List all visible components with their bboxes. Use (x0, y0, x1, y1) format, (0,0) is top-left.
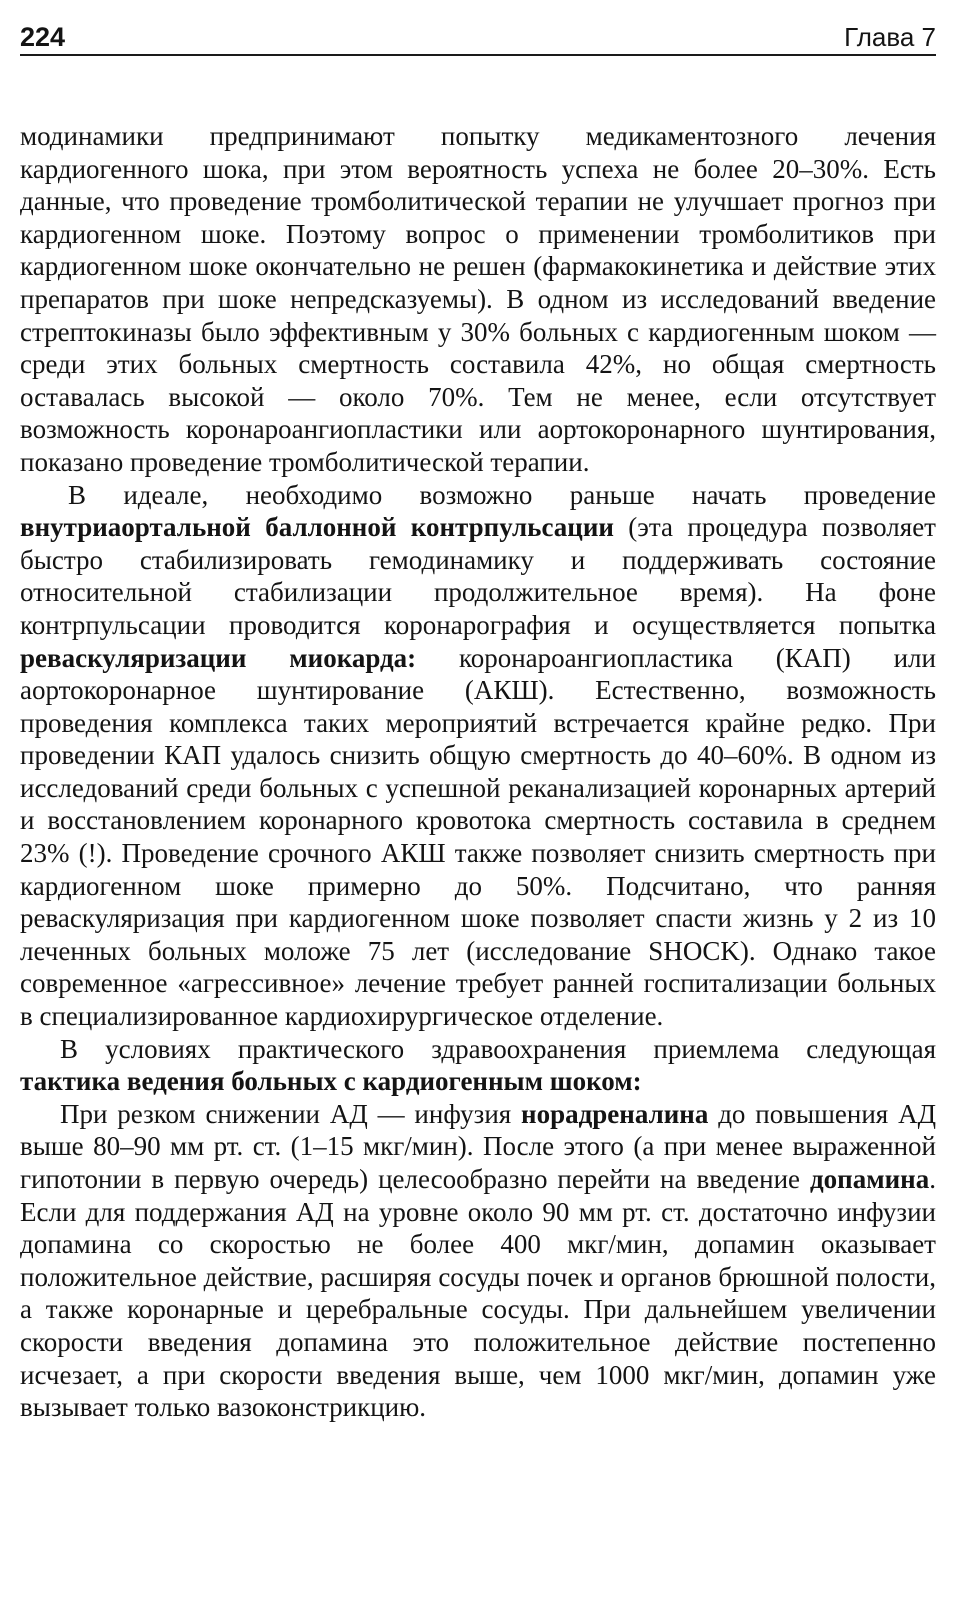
text-segment: модинамики предпринимают попытку медикаментозного лечения кардиогенного шока, при этом вероятность успеха не более 20–30%. Есть данные, что проведение тромболитической терапии не улучшает прогноз при кардиогенном шоке. Поэтому вопрос о применении тромболитиков при кардиогенном шоке окончательно не решен (фармакокинетика и действие этих препаратов при шоке непредсказуемы). В одном из исследований введение стрептокиназы было эффективным у 30% больных с кардиогенным шоком — среди этих больных смертность составила 42%, но общая смертность оставалась высокой — около 70%. Тем не менее, если отсутствует возможность коронароангиопластики или аортокоронарного шунтирования, показано проведение тромболитической терапии. (20, 121, 936, 477)
text-segment: (эта процедура позволяет быстро стабилизировать гемодинамику и поддерживать состояние относительной стабилизации продолжительное время). На фоне контрпульсации проводится коронарография и осуществляется попытка (20, 512, 936, 640)
term-iabp: внутриаортальной баллонной контрпульсации (20, 512, 614, 543)
term-norepinephrine: норадреналина (521, 1098, 709, 1129)
term-tactics: тактика ведения больных с кардиогенным шоком: (20, 1066, 642, 1097)
chapter-title: Глава 7 (844, 22, 936, 52)
paragraph-tactics-intro (20, 1033, 936, 1098)
running-header (20, 18, 936, 56)
text-segment: При резком снижении АД — инфузия (60, 1098, 522, 1129)
text-segment: коронароангиопластика (КАП) или аортокоронарное шунтирование (АКШ). Естественно, возможность проведения комплекса таких мероприятий встречается крайне редко. При проведении КАП удалось снизить общую смертность до 40–60%. В одном из исследований среди больных с успешной реканализацией коронарных артерий и восстановлением коронарного кровотока смертность составила в среднем 23% (!). Проведение срочного АКШ также позволяет снизить смертность при кардиогенном шоке примерно до 50%. Подсчитано, что ранняя реваскуляризация при кардиогенном шоке позволяет спасти жизнь у 2 из 10 леченных больных моложе 75 лет (исследование SHOCK). Однако такое современное «агрессивное» лечение требует ранней госпитализации больных в специализированное кардиохирургическое отделение. (20, 642, 936, 1032)
paragraph-iabp (20, 479, 936, 1033)
term-revascularization: реваскуляризации миокарда: (20, 642, 417, 673)
page-number: 224 (20, 22, 66, 52)
text-segment: . Если для поддержания АД на уровне около 90 мм рт. ст. достаточно инфузии допамина со скоростью не более 400 мкг/мин, допамин оказывает положительное действие, расширяя сосуды почек и органов брюшной полости, а также коронарные и церебральные сосуды. При дальнейшем увеличении скорости введения допамина это положительное действие постепенно исчезает, а при скорости введения выше, чем 1000 мкг/мин, допамин уже вызывает только вазоконстрикцию. (20, 1164, 936, 1423)
book-page (20, 18, 936, 1424)
paragraph-continuation (20, 120, 936, 479)
text-segment: В идеале, необходимо возможно раньше начать проведение (68, 479, 936, 510)
text-segment: В условиях практического здравоохранения приемлема следующая (60, 1033, 936, 1064)
term-dopamine: допамина (810, 1164, 930, 1194)
body-text (20, 120, 936, 1424)
paragraph-therapy (20, 1098, 936, 1424)
text-segment: до повышения АД выше 80–90 мм рт. ст. (1–15 мкг/мин). После этого (а при менее выраженной гипотонии в первую очередь) целесообразно перейти на введение (20, 1098, 936, 1194)
